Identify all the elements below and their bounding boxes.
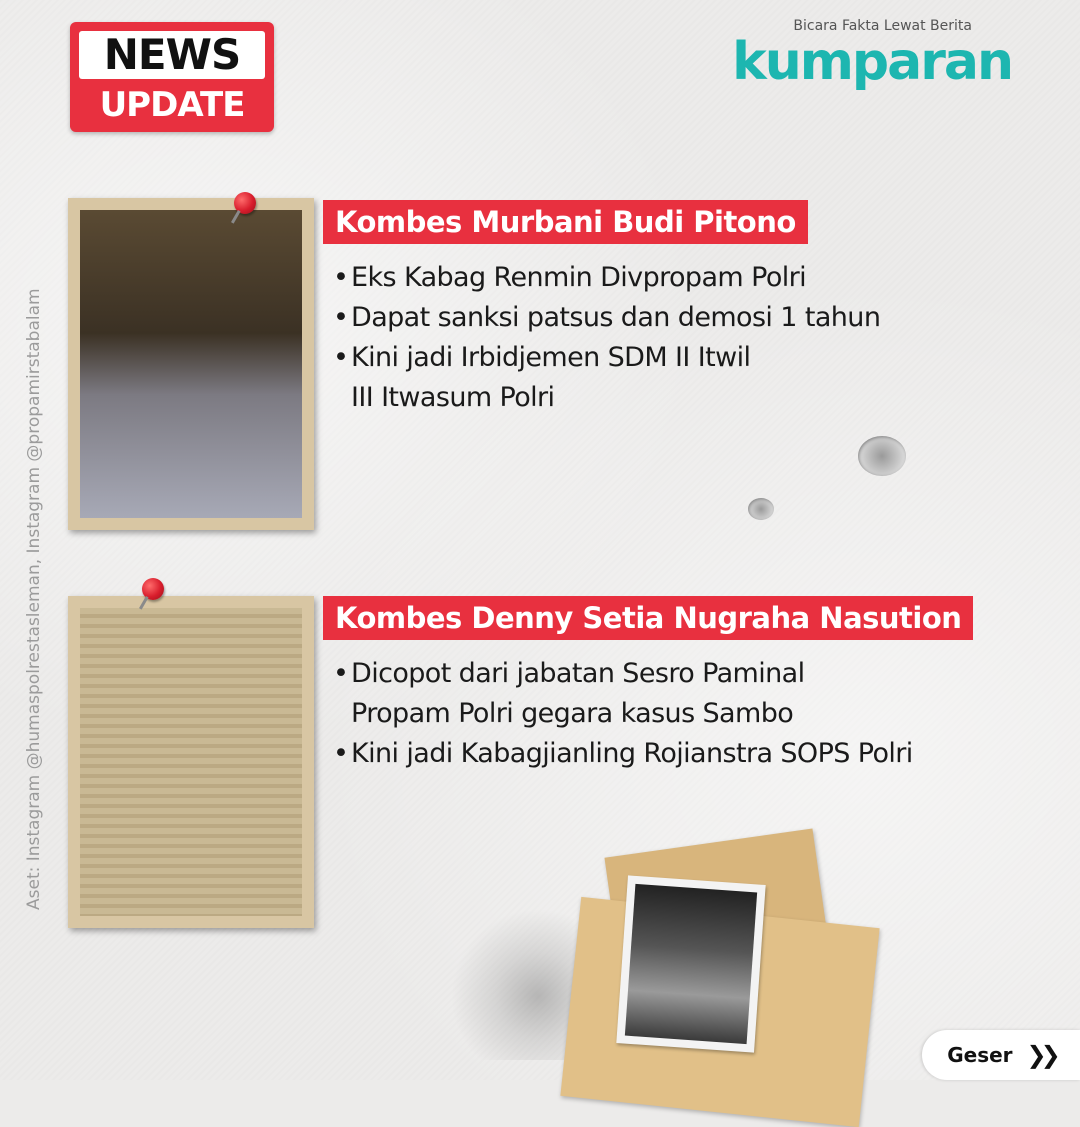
bullet-item: • Eks Kabag Renmin Divpropam Polri: [333, 258, 880, 298]
next-slide-button[interactable]: [922, 1030, 1080, 1080]
bullet-item: • Dicopot dari jabatan Sesro Paminal Propam Polri gegara kasus Sambo: [333, 654, 913, 734]
case-folder-illustration: [560, 842, 880, 1080]
profile-name-2: Kombes Denny Setia Nugraha Nasution: [323, 596, 973, 640]
bullet-item: • Kini jadi Kabagjianling Rojianstra SOPS Polri: [333, 734, 913, 774]
profile-photo-2: [68, 596, 314, 928]
news-update-badge: [70, 22, 274, 132]
bullet-item: • Kini jadi Irbidjemen SDM II Itwil III Itwasum Polri: [333, 338, 880, 418]
photo-credit-text: Aset: Instagram @humaspolrestasleman, Instagram @propamirstabalam: [24, 288, 44, 910]
double-chevron-right-icon: ❯❯: [1026, 1041, 1055, 1069]
brand-logo: [732, 16, 1012, 96]
brand-tagline: Bicara Fakta Lewat Berita: [793, 18, 972, 34]
profile-name-1: Kombes Murbani Budi Pitono: [323, 200, 808, 244]
profile-2-bullets: [333, 654, 913, 774]
bullet-item: • Dapat sanksi patsus dan demosi 1 tahun: [333, 298, 880, 338]
pushpin-icon: [234, 192, 256, 214]
mugshot-image: [625, 884, 757, 1044]
profile-photo-2-image: [80, 608, 302, 916]
photo-credit: [24, 210, 48, 910]
profile-photo-1-image: [80, 210, 302, 518]
next-slide-label: Geser: [947, 1043, 1013, 1067]
pushpin-icon: [142, 578, 164, 600]
profile-1-bullets: [333, 258, 880, 418]
torn-hole-decoration: [748, 498, 774, 520]
torn-hole-decoration: [858, 436, 906, 476]
news-badge-line2: UPDATE: [99, 85, 245, 125]
news-badge-line1: NEWS: [79, 31, 265, 79]
profile-photo-1: [68, 198, 314, 530]
mugshot-photo: [616, 875, 765, 1052]
brand-wordmark: kumparan: [732, 32, 1012, 92]
